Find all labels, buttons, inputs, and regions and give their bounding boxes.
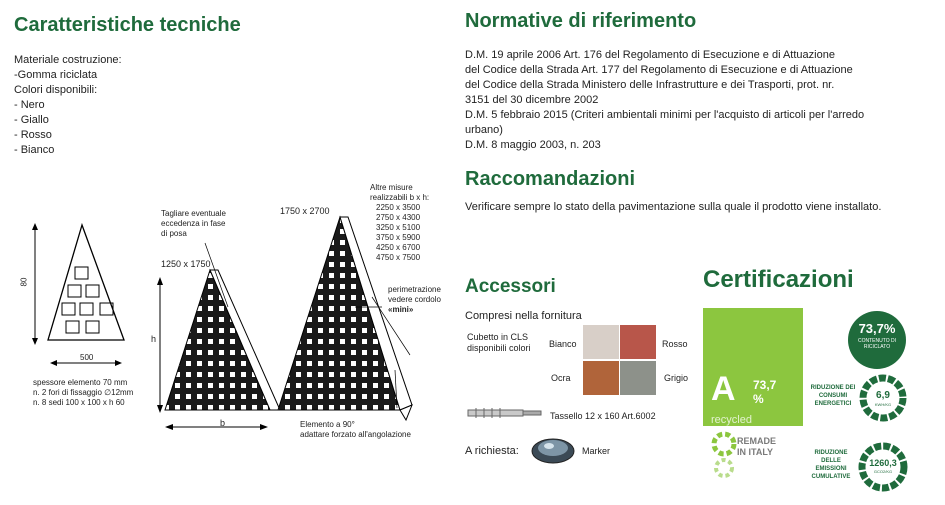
grade-letter: A [711,370,736,408]
section-title-accessori: Accessori [465,276,556,297]
grade-recycled: recycled [711,414,752,426]
note-line: perimetrazione [388,285,441,294]
caption-line: ENERGETICI [814,401,852,407]
color-label-ocra: Ocra [551,373,571,383]
other-sizes-block [370,183,429,263]
size-item: 4250 x 6700 [376,243,421,252]
normative-line: urbano) [465,124,503,136]
remade-line: IN ITALY [737,447,774,457]
section-title-caratteristiche: Caratteristiche tecniche [14,14,241,36]
drawing-notes [33,378,133,408]
remade-text [737,436,776,458]
grade-percent-value: 73,7 [753,378,777,392]
energy-unit: KWH/KG [874,402,892,407]
section-title-certificazioni: Certificazioni [703,266,854,293]
note-line: Tagliare eventuale [161,209,226,218]
size-large-label: 1750 x 2700 [280,206,330,216]
color-label-bianco: Bianco [549,339,577,349]
screw-anchor-icon [466,405,546,421]
material-block [14,53,122,158]
caption-line: CONTENUTO DI [858,338,896,344]
caption-line: RIDUZIONE DEI [810,385,856,391]
grade-percent-sign: % [753,392,764,406]
material-label: Materiale costruzione: [14,54,122,66]
normative-line: del Codice della Strada Art. 177 del Regolamento di Esecuzione e di Attuazione [465,64,853,76]
tassello-label: Tassello 12 x 160 Art.6002 [550,411,656,421]
size-item: 3250 x 5100 [376,223,421,232]
color-label-grigio: Grigio [664,373,689,383]
swatch-bianco [583,325,619,359]
color-item: - Giallo [14,114,49,126]
grade-percent [753,378,776,406]
caption-line: RIDUZIONE DELLE [814,450,848,464]
size-item: 3750 x 5900 [376,233,421,242]
dim-height-label: 80 [19,277,29,287]
normative-line: D.M. 19 aprile 2006 Art. 176 del Regolamento di Esecuzione e di Attuazione [465,49,835,61]
section-title-raccomandazioni: Raccomandazioni [465,168,636,190]
material-value: -Gomma riciclata [14,69,98,81]
size-item: 4750 x 7500 [376,253,421,262]
cubetto-label [467,332,531,354]
note-line: spessore elemento 70 mm [33,378,128,387]
marker-label: Marker [582,446,611,456]
marker-icon [530,433,576,465]
normative-line: del Codice della Strada Ministero delle Infrastrutture e dei Trasporti, prot. nr. [465,79,835,91]
note-line: di posa [161,229,187,238]
color-item: - Nero [14,99,45,111]
size-item: 2250 x 3500 [376,203,421,212]
remade-in-italy-badge [703,308,803,484]
caption-line: EMISSIONI [815,466,847,472]
triangle-element-drawing [20,215,135,375]
size-item: 2750 x 4300 [376,213,421,222]
note-line: disponibili colori [467,343,531,353]
note-line: «mini» [388,305,414,314]
included-label: Compresi nella fornitura [465,310,582,322]
section-title-normative: Normative di riferimento [465,10,697,32]
swatch-ocra [583,361,619,395]
emission-unit: GCO2/KG [873,469,893,474]
swatch-rosso [620,325,656,359]
normative-line: D.M. 5 febbraio 2015 (Criteri ambientali minimi per l'acquisto di articoli per l'arredo [465,109,865,121]
remade-logo-icon [709,430,739,480]
recycled-content-badge [848,311,906,369]
note-line: Altre misure [370,183,413,192]
note-line: eccedenza in fase [161,219,226,228]
caption-line: RICICLATO [863,344,891,350]
element-note [300,420,411,440]
recycled-content-value: 73,7% [858,321,896,336]
emission-value: 1260,3 [869,458,897,468]
remade-line: REMADE [737,436,777,446]
perimeter-note [388,285,441,315]
color-label-rosso: Rosso [662,339,688,349]
richiesta-label: A richiesta: [465,445,519,457]
color-item: - Bianco [14,144,55,156]
badge-footer [703,426,803,484]
energy-caption [810,384,856,408]
normative-line: 3151 del 30 dicembre 2002 [465,94,599,106]
note-line: vedere cordolo [388,295,441,304]
caption-line: CUMULATIVE [811,474,851,480]
note-line: Cubetto in CLS [467,332,529,342]
normative-line: D.M. 8 maggio 2003, n. 203 [465,139,601,151]
emission-caption [806,449,856,481]
recycled-content-caption [848,338,906,350]
note-line: realizzabili b x h: [370,193,430,202]
note-line: Elemento a 90° [300,420,355,429]
swatch-grigio [620,361,656,395]
note-line: adattare forzato all'angolazione [300,430,411,439]
color-item: - Rosso [14,129,52,141]
cut-note [161,209,226,239]
dim-b-label: b [220,418,226,428]
size-small-label: 1250 x 1750 [161,259,211,269]
energy-value: 6,9 [876,390,890,401]
note-line: n. 8 sedi 100 x 100 x h 60 [33,398,125,407]
colors-label: Colori disponibili: [14,84,98,96]
dim-h-label: h [151,334,157,344]
note-line: n. 2 fori di fissaggio ∅12mm [33,388,134,397]
raccomandazioni-text: Verificare sempre lo stato della pavimentazione sulla quale il prodotto viene installato. [465,201,882,213]
normative-text [465,48,864,153]
caption-line: CONSUMI [818,393,848,399]
dim-width-label: 500 [80,353,94,362]
